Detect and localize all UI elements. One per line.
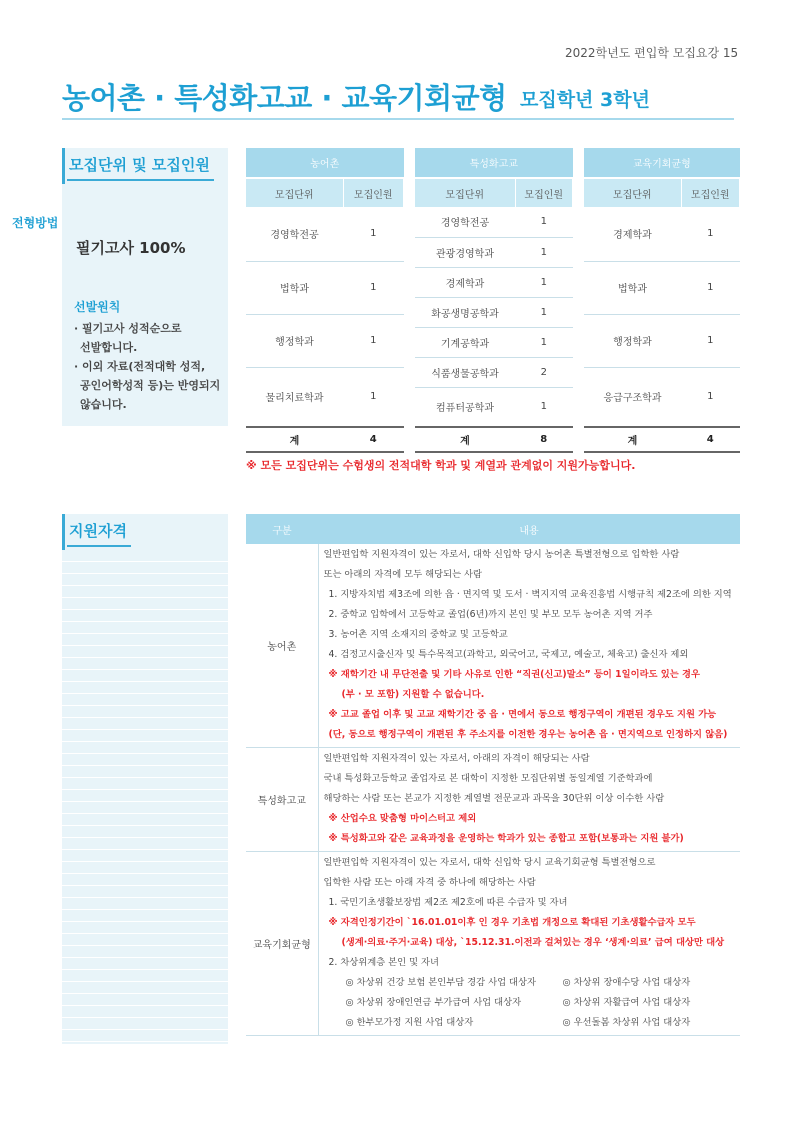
group-header: 농어촌 (246, 148, 404, 178)
page-subtitle: 모집학년 3학년 (520, 89, 650, 111)
content-line: 또는 아래의 자격에 모두 해당되는 사람 (323, 569, 482, 580)
count-cell: 1 (515, 387, 573, 427)
category-cell: 농어촌 (246, 544, 318, 748)
count-cell: 2 (515, 357, 573, 387)
col-category-header: 구분 (246, 514, 318, 544)
count-cell: 1 (343, 314, 404, 367)
eligibility-table (246, 514, 740, 1036)
page-title: 농어촌 · 특성화고교 · 교육기회균형 (62, 81, 507, 115)
selection-note: 않습니다. (80, 398, 127, 411)
selection-note: 공인어학성적 등)는 반영되지 (80, 379, 221, 392)
unit-cell: 법학과 (246, 261, 343, 314)
eligibility-row-equity (246, 852, 740, 1036)
content-line: 1. 국민기초생활보장법 제2조 제2호에 따른 수급자 및 자녀 (328, 897, 568, 908)
selection-note: 선발합니다. (80, 341, 138, 354)
content-line: 일반편입학 지원자격이 있는 자로서, 대학 신입학 당시 교육기회균형 특별전형으로 (323, 857, 656, 868)
selection-label: 선발원칙 (74, 300, 121, 314)
units-note: ※ 모든 모집단위는 수험생의 전적대학 학과 및 계열과 관계없이 지원가능합니다. (246, 459, 636, 472)
content-line: 2. 차상위계층 본인 및 자녀 (328, 957, 439, 968)
total-count: 8 (515, 427, 573, 452)
col-unit-header: 모집단위 (246, 178, 343, 207)
sidebar-eligibility (62, 514, 228, 1044)
group-header: 특성화고교 (415, 148, 573, 178)
content-line: 4. 검정고시출신자 및 특수목적고(과학고, 외국어고, 국제고, 예술고, 체육고) 출신자 제외 (328, 649, 689, 660)
content-line: 국내 특성화고등학교 졸업자로 본 대학이 지정한 모집단위별 동일계열 기준학과에 (323, 773, 653, 784)
bullet-line (324, 1013, 741, 1033)
units-table-rural (246, 148, 404, 453)
count-cell: 1 (681, 261, 740, 314)
count-cell: 1 (681, 207, 740, 261)
category-cell: 교육기회균형 (246, 852, 318, 1036)
count-cell: 1 (343, 367, 404, 427)
content-warning-line: ※ 특성화고와 같은 교육과정을 운영하는 학과가 있는 종합고 포함(보통과는 지원 불가) (328, 833, 684, 844)
unit-cell: 식품생물공학과 (415, 357, 515, 387)
total-label: 계 (246, 427, 343, 452)
unit-cell: 화공생명공학과 (415, 297, 515, 327)
selection-note: · 이외 자료(전적대학 성적, (74, 360, 206, 373)
total-count: 4 (681, 427, 740, 452)
eligibility-row-rural (246, 544, 740, 748)
unit-cell: 관광경영학과 (415, 237, 515, 267)
count-cell: 1 (681, 314, 740, 367)
page-header: 2022학년도 편입학 모집요강 15 (565, 46, 739, 60)
unit-cell: 기계공학과 (415, 327, 515, 357)
eligibility-row-vocational (246, 748, 740, 852)
content-line: 2. 중학교 입학에서 고등학교 졸업(6년)까지 본인 및 부모 모두 농어촌 지역 거주 (328, 609, 653, 620)
bullet-item: ◎ 차상위 자활급여 사업 대상자 (562, 997, 691, 1008)
content-warning-line: (단, 동으로 행정구역이 개편된 후 주소지를 이전한 경우는 농어촌 읍 · 면지역으로 인정하지 않음) (328, 729, 728, 740)
unit-cell: 물리치료학과 (246, 367, 343, 427)
content-cell (318, 748, 740, 852)
content-line: 1. 지방자치법 제3조에 의한 읍 · 면지역 및 도서 · 벽지지역 교육진흥법 시행규칙 제2조에 의한 지역 (328, 589, 732, 600)
units-table-equity (584, 148, 740, 453)
content-warning-line: ※ 산업수요 맞춤형 마이스터고 제외 (328, 813, 477, 824)
total-count: 4 (343, 427, 404, 452)
content-warning-line: ※ 재학기간 내 무단전출 및 기타 사유로 인한 “직권(신고)말소” 등이 1일이라도 있는 경우 (328, 669, 700, 680)
content-line: 일반편입학 지원자격이 있는 자로서, 대학 신입학 당시 농어촌 특별전형으로 입학한 사람 (323, 549, 680, 560)
count-cell: 1 (343, 207, 404, 261)
title-divider (62, 118, 734, 120)
col-count-header: 모집인원 (681, 178, 740, 207)
unit-cell: 경영학전공 (415, 207, 515, 237)
bullet-item: ◎ 차상위 장애인연금 부가급여 사업 대상자 (345, 997, 522, 1008)
unit-cell: 경제학과 (584, 207, 681, 261)
unit-cell: 컴퓨터공학과 (415, 387, 515, 427)
count-cell: 1 (515, 297, 573, 327)
content-line: 3. 농어촌 지역 소재지의 중학교 및 고등학교 (328, 629, 508, 640)
content-warning-line: ※ 고교 졸업 이후 및 고교 재학기간 중 읍 · 면에서 동으로 행정구역이 개편된 경우도 지원 가능 (328, 709, 717, 720)
count-cell: 1 (515, 237, 573, 267)
bullet-item: ◎ 차상위 건강 보험 본인부담 경감 사업 대상자 (345, 977, 536, 988)
col-count-header: 모집인원 (515, 178, 573, 207)
unit-cell: 경제학과 (415, 267, 515, 297)
method-value: 필기고사 100% (76, 239, 186, 257)
count-cell: 1 (515, 327, 573, 357)
col-unit-header: 모집단위 (415, 178, 515, 207)
group-header: 교육기회균형 (584, 148, 740, 178)
content-cell (318, 852, 740, 1036)
content-line: 해당하는 사람 또는 본교가 지정한 계열별 전문교과 과목을 30단위 이상 이수한 사람 (323, 793, 665, 804)
unit-cell: 경영학전공 (246, 207, 343, 261)
count-cell: 1 (343, 261, 404, 314)
sidebar-eligibility-heading-text: 지원자격 (67, 522, 131, 547)
content-line: 입학한 사람 또는 아래 자격 중 하나에 해당하는 사람 (323, 877, 536, 888)
content-warning-line: (생계·의료·주거·교육) 대상, `15.12.31.이전과 걸쳐있는 경우 ‘생계·의료’ 급여 대상만 대상 (341, 937, 725, 948)
bullet-line (324, 993, 741, 1013)
unit-cell: 행정학과 (584, 314, 681, 367)
sidebar-units-heading (62, 148, 228, 184)
col-count-header: 모집인원 (343, 178, 404, 207)
bullet-item: ◎ 우선돌봄 차상위 사업 대상자 (562, 1017, 691, 1028)
content-cell (318, 544, 740, 748)
sidebar-units-heading-text: 모집단위 및 모집인원 (67, 156, 214, 181)
bullet-line (324, 973, 741, 993)
count-cell: 1 (515, 267, 573, 297)
sidebar-eligibility-heading (62, 514, 228, 550)
bullet-item: ◎ 한부모가정 지원 사업 대상자 (345, 1017, 474, 1028)
content-line: 일반편입학 지원자격이 있는 자로서, 아래의 자격이 해당되는 사람 (323, 753, 590, 764)
count-cell: 1 (681, 367, 740, 427)
count-cell: 1 (515, 207, 573, 237)
selection-note: · 필기고사 성적순으로 (74, 322, 182, 335)
units-table-vocational (415, 148, 573, 453)
content-warning-line: (부 · 모 포함) 지원할 수 없습니다. (341, 689, 485, 700)
unit-cell: 응급구조학과 (584, 367, 681, 427)
col-content-header: 내용 (318, 514, 740, 544)
content-warning-line: ※ 자격인정기간이 `16.01.01이후 인 경우 기초법 개정으로 확대된 기초생활수급자 모두 (328, 917, 696, 928)
total-label: 계 (584, 427, 681, 452)
category-cell: 특성화고교 (246, 748, 318, 852)
unit-cell: 행정학과 (246, 314, 343, 367)
total-label: 계 (415, 427, 515, 452)
col-unit-header: 모집단위 (584, 178, 681, 207)
method-label: 전형방법 (12, 216, 59, 230)
unit-cell: 법학과 (584, 261, 681, 314)
bullet-item: ◎ 차상위 장애수당 사업 대상자 (562, 977, 691, 988)
